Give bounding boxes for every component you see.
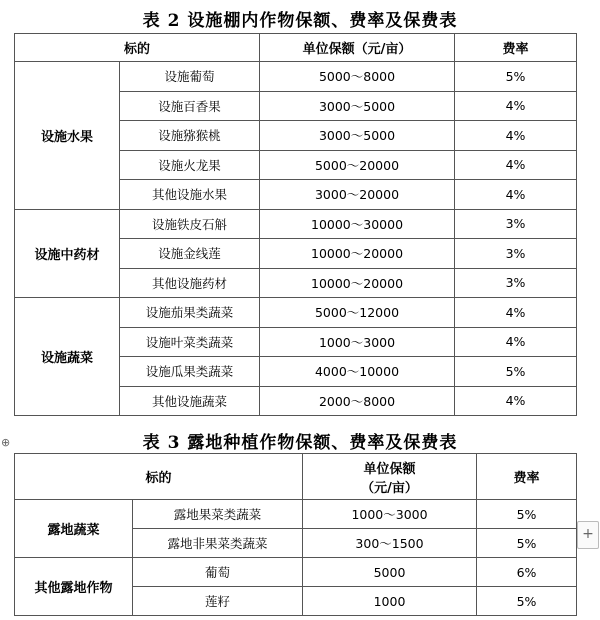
rate-cell: 5% [477,529,577,558]
table-row [15,500,577,529]
item-cell: 设施猕猴桃 [120,121,260,151]
amount-cell: 1000 [303,587,477,616]
amount-cell: 1000～3000 [303,500,477,529]
table-header-row [15,34,577,62]
rate-cell: 4% [455,386,577,416]
category-cell: 设施蔬菜 [15,298,120,416]
table3 [14,453,577,616]
rate-cell: 4% [455,298,577,328]
amount-cell: 1000～3000 [260,327,455,357]
header-rate: 费率 [477,454,577,500]
table-row [15,62,577,92]
rate-cell: 4% [455,150,577,180]
rate-cell: 4% [455,121,577,151]
amount-cell: 2000～8000 [260,386,455,416]
category-cell: 其他露地作物 [15,558,133,616]
item-cell: 设施瓜果类蔬菜 [120,357,260,387]
rate-cell: 4% [455,180,577,210]
move-handle-icon[interactable]: ⊕ [1,436,11,449]
header-amount-line1: 单位保额 [363,461,416,477]
item-cell: 设施叶菜类蔬菜 [120,327,260,357]
item-cell: 莲籽 [133,587,303,616]
amount-cell: 3000～5000 [260,121,455,151]
rate-cell: 4% [455,91,577,121]
header-rate: 费率 [455,34,577,62]
rate-cell: 3% [455,239,577,269]
rate-cell: 3% [455,268,577,298]
rate-cell: 5% [477,500,577,529]
item-cell: 其他设施药材 [120,268,260,298]
amount-cell: 5000 [303,558,477,587]
item-cell: 设施茄果类蔬菜 [120,298,260,328]
amount-cell: 4000～10000 [260,357,455,387]
header-amount [303,454,477,500]
rate-cell: 3% [455,209,577,239]
header-amount-line2: （元/亩） [361,480,418,496]
rate-cell: 6% [477,558,577,587]
header-subject: 标的 [15,34,260,62]
table3-title: 表 3 露地种植作物保额、费率及保费表 [142,433,458,453]
rate-cell: 5% [477,587,577,616]
amount-cell: 5000～8000 [260,62,455,92]
category-cell: 设施中药材 [15,209,120,298]
amount-cell: 300～1500 [303,529,477,558]
header-amount: 单位保额（元/亩） [260,34,455,62]
amount-cell: 10000～30000 [260,209,455,239]
plus-icon[interactable]: + [577,521,599,549]
item-cell: 设施铁皮石斛 [120,209,260,239]
table-row [15,298,577,328]
category-cell: 露地蔬菜 [15,500,133,558]
amount-cell: 5000～12000 [260,298,455,328]
amount-cell: 3000～20000 [260,180,455,210]
item-cell: 设施金线莲 [120,239,260,269]
item-cell: 其他设施蔬菜 [120,386,260,416]
rate-cell: 4% [455,327,577,357]
table-row [15,558,577,587]
table-row [15,209,577,239]
item-cell: 设施火龙果 [120,150,260,180]
header-subject: 标的 [15,454,303,500]
amount-cell: 10000～20000 [260,268,455,298]
category-cell: 设施水果 [15,62,120,210]
rate-cell: 5% [455,357,577,387]
item-cell: 其他设施水果 [120,180,260,210]
item-cell: 露地果菜类蔬菜 [133,500,303,529]
item-cell: 露地非果菜类蔬菜 [133,529,303,558]
item-cell: 设施葡萄 [120,62,260,92]
amount-cell: 10000～20000 [260,239,455,269]
item-cell: 设施百香果 [120,91,260,121]
rate-cell: 5% [455,62,577,92]
item-cell: 葡萄 [133,558,303,587]
amount-cell: 5000～20000 [260,150,455,180]
table2-title: 表 2 设施棚内作物保额、费率及保费表 [142,11,458,31]
amount-cell: 3000～5000 [260,91,455,121]
table2 [14,33,577,416]
table-header-row [15,454,577,500]
